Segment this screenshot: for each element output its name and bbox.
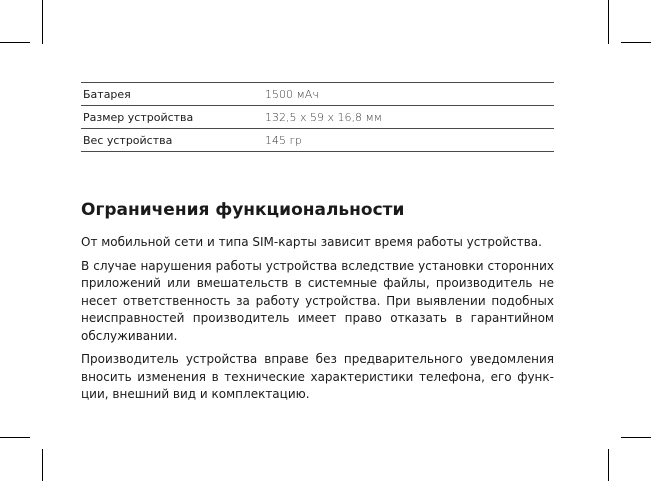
- paragraph-sim-info: От мобильной сети и типа SIM-карты зависит время работы устройства.: [81, 235, 542, 249]
- spec-row-weight: [81, 129, 554, 152]
- crop-mark-top-right-vertical: [608, 0, 609, 44]
- crop-mark-bottom-left-horizontal: [0, 437, 30, 438]
- spec-row-battery: [81, 83, 554, 106]
- spec-table: [81, 82, 554, 152]
- crop-mark-bottom-left-vertical: [42, 449, 43, 481]
- spec-label: Размер устройства: [83, 110, 194, 124]
- section-body: [81, 234, 554, 410]
- paragraph-warranty: В случае нарушения работы устройства вследствие установки сторонних приложений или вмешательств в системные файлы, производитель не несет ответственность за работу устройства. При выявлении подобных неисправностей производитель имеет право отказать в гарантийном обслуживании.: [81, 258, 554, 343]
- spec-value: 1500 мАч: [265, 87, 319, 101]
- paragraph-changes: Производитель устройства вправе без предварительного уведомления вносить изменения в технические характеристики телефона, его функции, внешний вид и комплектацию.: [81, 352, 554, 401]
- spec-label: Батарея: [83, 87, 131, 101]
- crop-mark-top-left-horizontal: [0, 42, 30, 43]
- crop-mark-top-right-horizontal: [621, 42, 651, 43]
- section-title: Ограничения функциональности: [81, 200, 405, 220]
- spec-row-size: [81, 106, 554, 129]
- spec-value: 145 гр: [265, 133, 302, 147]
- spec-label: Вес устройства: [83, 133, 173, 147]
- crop-mark-bottom-right-vertical: [608, 449, 609, 481]
- crop-mark-top-left-vertical: [42, 0, 43, 44]
- crop-mark-bottom-right-horizontal: [621, 437, 651, 438]
- spec-value: 132,5 x 59 x 16,8 мм: [265, 110, 383, 124]
